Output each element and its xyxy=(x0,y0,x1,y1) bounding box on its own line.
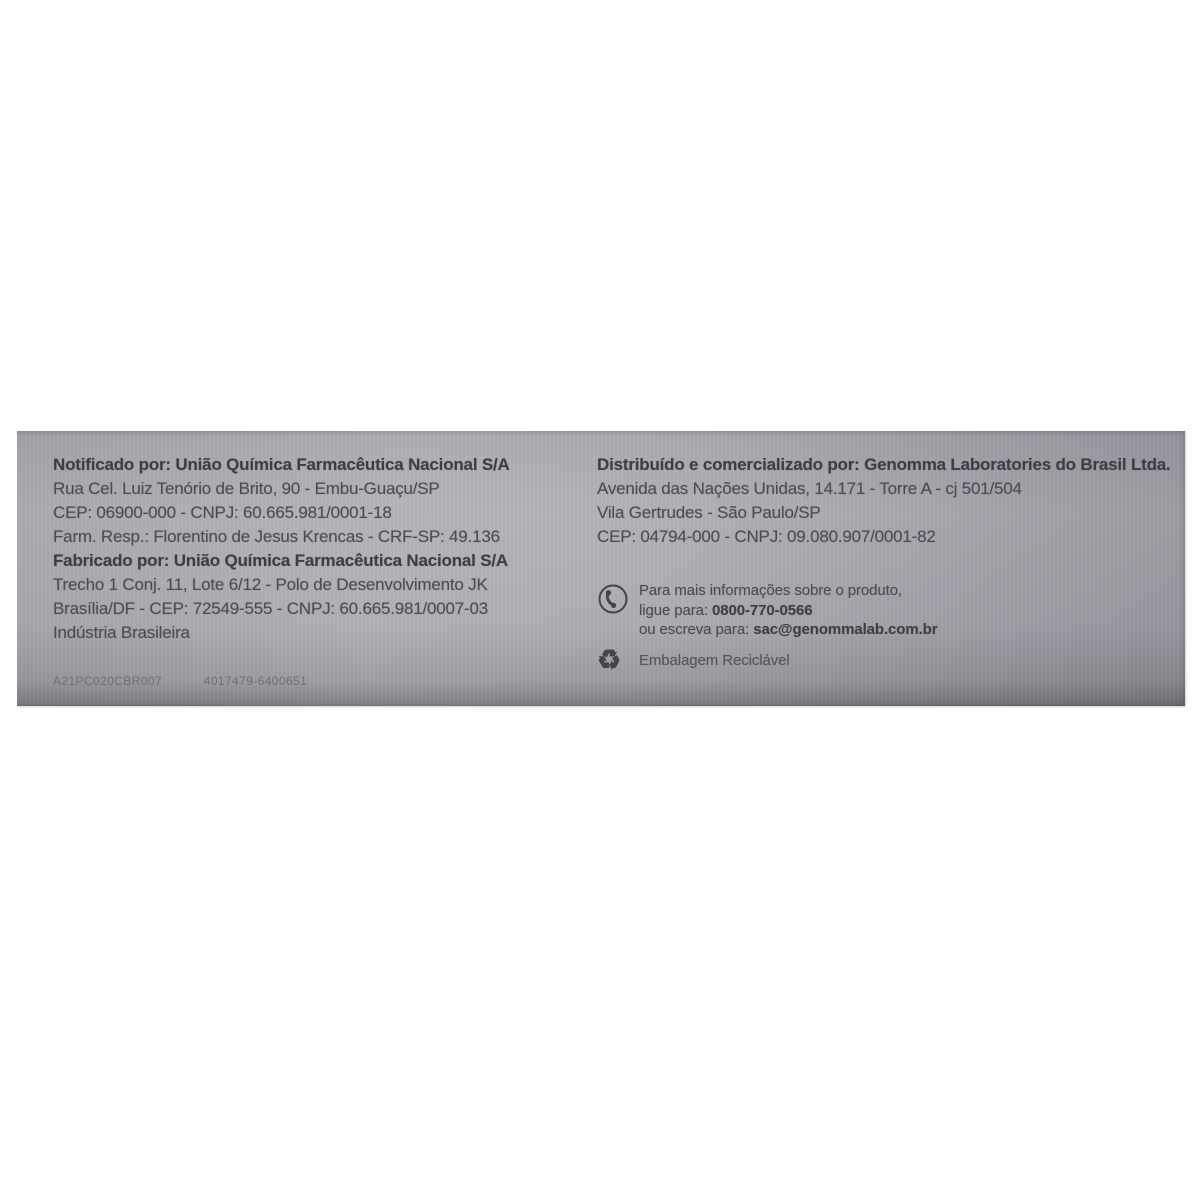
distributor-address-line: Avenida das Nações Unidas, 14.171 - Torre A - cj 501/504 xyxy=(597,479,1022,498)
recyclable-packaging-block xyxy=(597,645,790,675)
phone-number: 0800-770-0566 xyxy=(712,601,813,619)
contact-email-line xyxy=(639,620,937,640)
distributor-cep-cnpj-line: CEP: 04794-000 - CNPJ: 09.080.907/0001-82 xyxy=(597,527,936,546)
pharmacist-line: Farm. Resp.: Florentino de Jesus Krencas - CRF-SP: 49.136 xyxy=(53,527,500,546)
customer-service-text xyxy=(639,581,937,640)
factory-cep-cnpj-line: Brasília/DF - CEP: 72549-555 - CNPJ: 60.665.981/0007-03 xyxy=(53,599,489,618)
distributor-district-line: Vila Gertrudes - São Paulo/SP xyxy=(597,503,821,522)
box-back-panel xyxy=(17,431,1185,706)
contact-intro-line: Para mais informações sobre o produto, xyxy=(639,582,902,599)
distributed-by-line: Distribuído e comercializado por: Genomma Laboratories do Brasil Ltda. xyxy=(597,455,1171,474)
phone-icon xyxy=(597,583,629,615)
manufactured-by-line: Fabricado por: União Química Farmacêutica Nacional S/A xyxy=(53,551,508,570)
notified-address-line: Rua Cel. Luiz Tenório de Brito, 90 - Embu-Guaçu/SP xyxy=(53,479,440,498)
customer-service-block xyxy=(597,581,937,640)
distributor-info-column xyxy=(597,453,1171,549)
production-codes-row xyxy=(53,674,307,688)
production-code: A21PC020CBR007 xyxy=(53,674,163,688)
write-prefix: ou escreva para: xyxy=(639,621,754,638)
notified-by-line: Notificado por: União Química Farmacêutica Nacional S/A xyxy=(53,455,510,474)
email-address: sac@genommalab.com.br xyxy=(753,621,938,638)
factory-address-line: Trecho 1 Conj. 11, Lote 6/12 - Polo de Desenvolvimento JK xyxy=(53,575,488,594)
notified-cep-cnpj-line: CEP: 06900-000 - CNPJ: 60.665.981/0001-18 xyxy=(53,503,392,522)
call-prefix: ligue para: xyxy=(639,601,713,619)
item-code: 4017479-6400651 xyxy=(203,674,308,688)
manufacturer-info-column xyxy=(53,453,510,645)
contact-phone-line xyxy=(639,601,937,621)
recycle-label: Embalagem Reciclável xyxy=(639,651,790,669)
recycle-icon: ♻ xyxy=(597,645,622,675)
industry-origin-line: Indústria Brasileira xyxy=(53,623,190,642)
